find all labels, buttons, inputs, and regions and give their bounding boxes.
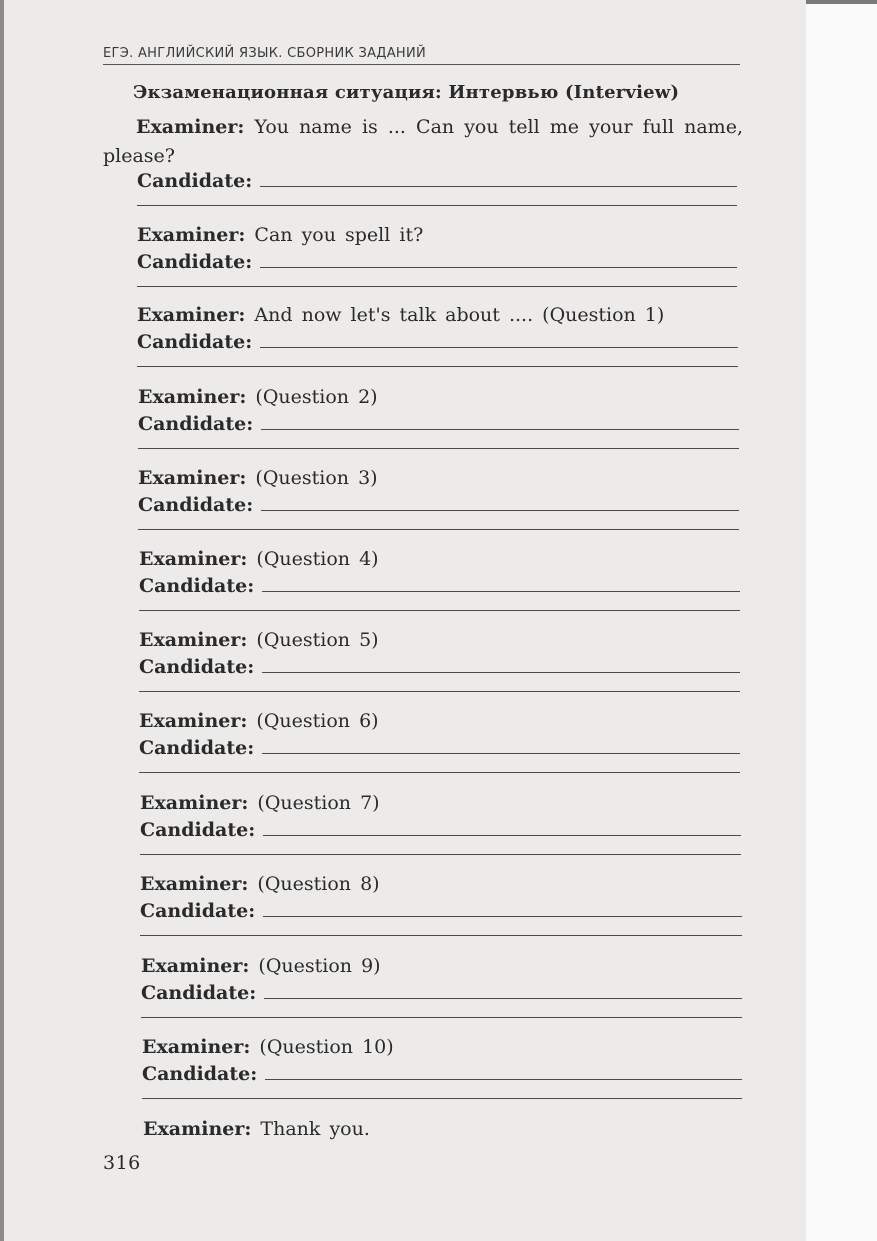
examiner-row (139, 627, 740, 654)
dialogue-block-2 (137, 302, 738, 367)
candidate-row (140, 898, 742, 925)
examiner-row (140, 790, 741, 817)
candidate-label: Candidate: (137, 251, 253, 273)
examiner-label: Examiner: (139, 710, 248, 732)
examiner-label: Examiner: (143, 1118, 252, 1140)
running-head: ЕГЭ. АНГЛИЙСКИЙ ЯЗЫК. СБОРНИК ЗАДАНИЙ (103, 46, 740, 65)
candidate-row (139, 654, 740, 681)
examiner-text: (Question 3) (255, 467, 378, 489)
candidate-label: Candidate: (140, 819, 256, 841)
candidate-row (138, 411, 739, 438)
dialogue-block-6 (139, 627, 740, 692)
answer-line[interactable] (141, 1017, 742, 1018)
answer-line[interactable] (140, 854, 741, 855)
section-title: Экзаменационная ситуация: Интервью (Interview) (133, 82, 680, 103)
answer-line[interactable] (265, 1063, 742, 1080)
answer-line[interactable] (260, 331, 738, 348)
answer-line[interactable] (142, 1098, 742, 1099)
examiner-row (138, 384, 739, 411)
candidate-label: Candidate: (141, 982, 257, 1004)
examiner-row (137, 302, 738, 329)
examiner-row (139, 546, 740, 573)
examiner-row (142, 1034, 742, 1061)
answer-line[interactable] (140, 935, 742, 936)
answer-line[interactable] (138, 529, 739, 530)
dialogue-block-3 (138, 384, 739, 449)
candidate-label: Candidate: (140, 900, 256, 922)
examiner-text: Can you spell it? (254, 224, 424, 246)
candidate-label: Candidate: (137, 331, 253, 353)
examiner-text: (Question 5) (256, 629, 379, 651)
answer-line[interactable] (263, 819, 741, 836)
dialogue-block-4 (138, 465, 739, 530)
dialogue-block-10 (141, 953, 742, 1018)
dialogue-block-0 (137, 168, 737, 206)
candidate-label: Candidate: (142, 1063, 258, 1085)
dialogue-block-11 (142, 1034, 742, 1099)
candidate-row (139, 573, 740, 600)
examiner-label: Examiner: (138, 386, 247, 408)
candidate-label: Candidate: (139, 575, 255, 597)
candidate-row (138, 492, 739, 519)
examiner-text: (Question 10) (259, 1036, 394, 1058)
examiner-label: Examiner: (138, 467, 247, 489)
examiner-text: (Question 6) (256, 710, 379, 732)
answer-line[interactable] (139, 691, 740, 692)
candidate-row (137, 249, 737, 276)
examiner-label: Examiner: (140, 873, 249, 895)
answer-line[interactable] (139, 610, 740, 611)
candidate-row (137, 329, 738, 356)
candidate-label: Candidate: (137, 170, 253, 192)
examiner-label: Examiner: (142, 1036, 251, 1058)
examiner-label: Examiner: (137, 224, 246, 246)
examiner-row (141, 953, 742, 980)
examiner-text: (Question 9) (258, 955, 381, 977)
examiner-text: Thank you. (260, 1118, 370, 1140)
candidate-label: Candidate: (139, 656, 255, 678)
examiner-label: Examiner: (136, 116, 245, 138)
examiner-label: Examiner: (139, 548, 248, 570)
answer-line[interactable] (260, 251, 737, 268)
candidate-row (140, 817, 741, 844)
candidate-label: Candidate: (138, 494, 254, 516)
answer-line[interactable] (137, 205, 737, 206)
examiner-label: Examiner: (139, 629, 248, 651)
candidate-row (142, 1061, 742, 1088)
scan-edge-line (806, 0, 877, 4)
candidate-row (139, 735, 740, 762)
examiner-label: Examiner: (137, 304, 246, 326)
answer-line[interactable] (261, 494, 739, 511)
scan-margin (806, 0, 877, 1241)
examiner-row (140, 871, 742, 898)
intro-examiner-line (103, 113, 743, 171)
examiner-row (137, 222, 737, 249)
page-number: 316 (103, 1152, 141, 1174)
examiner-text: (Question 4) (256, 548, 379, 570)
answer-line[interactable] (261, 413, 739, 430)
closing-examiner-line (143, 1116, 370, 1143)
candidate-label: Candidate: (139, 737, 255, 759)
answer-line[interactable] (262, 737, 740, 754)
dialogue-block-8 (140, 790, 741, 855)
answer-line[interactable] (137, 366, 738, 367)
answer-line[interactable] (139, 772, 740, 773)
dialogue-block-1 (137, 222, 737, 287)
answer-line[interactable] (262, 575, 740, 592)
examiner-text: (Question 8) (257, 873, 380, 895)
answer-line[interactable] (263, 900, 742, 917)
examiner-row (139, 708, 740, 735)
answer-line[interactable] (264, 982, 742, 999)
answer-line[interactable] (138, 448, 739, 449)
examiner-text: You name is ... Can you tell me your full name, please? (103, 116, 743, 167)
dialogue-block-9 (140, 871, 742, 936)
examiner-label: Examiner: (141, 955, 250, 977)
dialogue-block-5 (139, 546, 740, 611)
examiner-text: (Question 2) (255, 386, 378, 408)
examiner-row (138, 465, 739, 492)
candidate-label: Candidate: (138, 413, 254, 435)
examiner-text: (Question 7) (257, 792, 380, 814)
answer-line[interactable] (260, 170, 737, 187)
dialogue-block-7 (139, 708, 740, 773)
candidate-row (141, 980, 742, 1007)
examiner-label: Examiner: (140, 792, 249, 814)
page-spine (0, 0, 4, 1241)
examiner-text: And now let's talk about .... (Question 1) (254, 304, 665, 326)
answer-line[interactable] (137, 286, 737, 287)
candidate-row (137, 168, 737, 195)
answer-line[interactable] (262, 656, 740, 673)
